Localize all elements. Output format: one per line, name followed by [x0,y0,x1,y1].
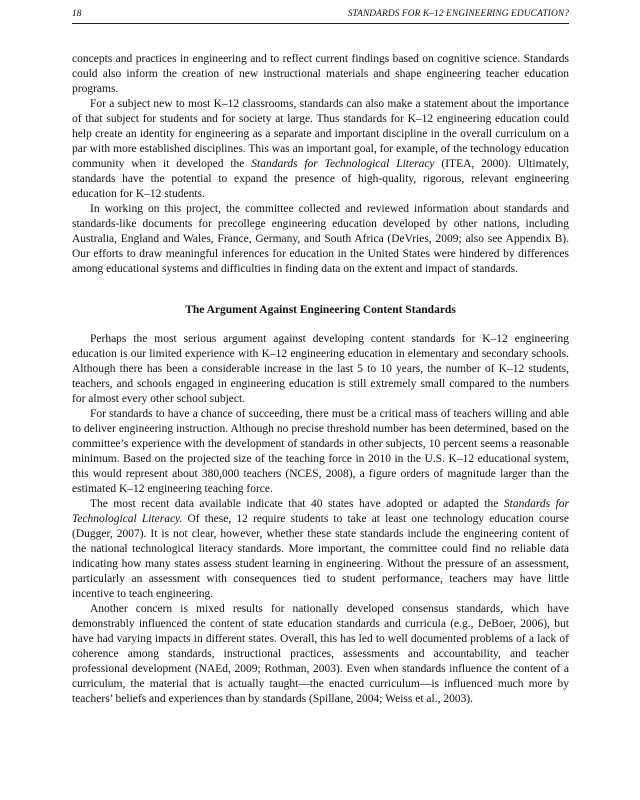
section-paragraph-3-italic-title: Standards for Technological Literacy. [72,498,569,525]
intro-paragraph-2-italic-title: Standards for Technological Literacy [251,158,435,170]
section-paragraph-3-text-a: The most recent data available indicate that 40 states have adopted or adapted the [90,498,504,510]
section-heading: The Argument Against Engineering Content Standards [185,304,456,316]
body-text [72,52,569,707]
section-paragraph-4: Another concern is mixed results for nationally developed consensus standards, which have demonstrably influenced the content of state education standards and curricula (e.g., DeBoer, 2006), but have had varying impacts in different states. Overall, this has led to well documented problems of a lack of coherence among standards, instructional practices, assessments and accountability, and teacher professional development (NAEd, 2009; Rothman, 2003). Even when standards influence the content of a curriculum, the material that is actually taught—the enacted curriculum—is influenced much more by teachers’ beliefs and experiences than by standards (Spillane, 2004; Weiss et al., 2003). [72,603,569,705]
running-header [72,9,569,24]
intro-paragraph-2-text-b: (ITEA, 2000). Ultimately, standards have the potential to expand the presence of high-quality, rigorous, relevant engineering education for K–12 students. [72,158,569,200]
intro-paragraph-1: concepts and practices in engineering and to reflect current findings based on cognitive science. Standards could also inform the creation of new instructional materials and shape engineering teacher education programs. [72,53,569,95]
section-paragraph-3-text-b: Of these, 12 require students to take at least one technology education course (Dugger, 2007). It is not clear, however, whether these state standards include the engineering content of the national technological literacy standards. More important, the committee could find no reliable data indicating how many states assess student learning in engineering. Without the pressure of an assessment, particularly an assessment with consequences tied to student performance, teachers may have little incentive to teach engineering. [72,513,569,600]
intro-paragraph-3: In working on this project, the committee collected and reviewed information about standards and standards-like documents for precollege engineering education developed by other nations, including Australia, England and Wales, France, Germany, and South Africa (DeVries, 2009; also see Appendix B). Our efforts to draw meaningful inferences for education in the United States were hindered by differences among educational systems and difficulties in finding data on the extent and impact of standards. [72,203,569,275]
page-number: 18 [72,9,82,19]
section-paragraph-1: Perhaps the most serious argument against developing content standards for K–12 engineering education is our limited experience with K–12 engineering education in elementary and secondary schools. Although there has been a considerable increase in the last 5 to 10 years, the number of K–12 students, teachers, and schools engaged in engineering education is still extremely small compared to the numbers for almost every other school subject. [72,333,569,405]
intro-paragraph-2 [72,97,569,202]
running-title: STANDARDS FOR K–12 ENGINEERING EDUCATION? [347,9,569,19]
intro-paragraph-2-text-a: For a subject new to most K–12 classrooms, standards can also make a statement about the importance of that subject for students and for society at large. Thus standards for K–12 engineering education could help create an identity for engineering as a separate and important discipline in the overall curriculum on a par with more established disciplines. This was an important goal, for example, of the technology education community when it developed the [72,98,569,170]
section-paragraph-3 [72,497,569,602]
section-paragraph-2: For standards to have a chance of succeeding, there must be a critical mass of teachers willing and able to deliver engineering instruction. Although no precise threshold number has been determined, based on the committee’s experience with the development of standards in other subjects, 10 percent seems a reasonable minimum. Based on the projected size of the teaching force in 2010 in the U.S. K–12 educational system, this would represent about 380,000 teachers (NCES, 2008), a figure orders of magnitude larger than the estimated K–12 engineering teaching force. [72,408,569,495]
